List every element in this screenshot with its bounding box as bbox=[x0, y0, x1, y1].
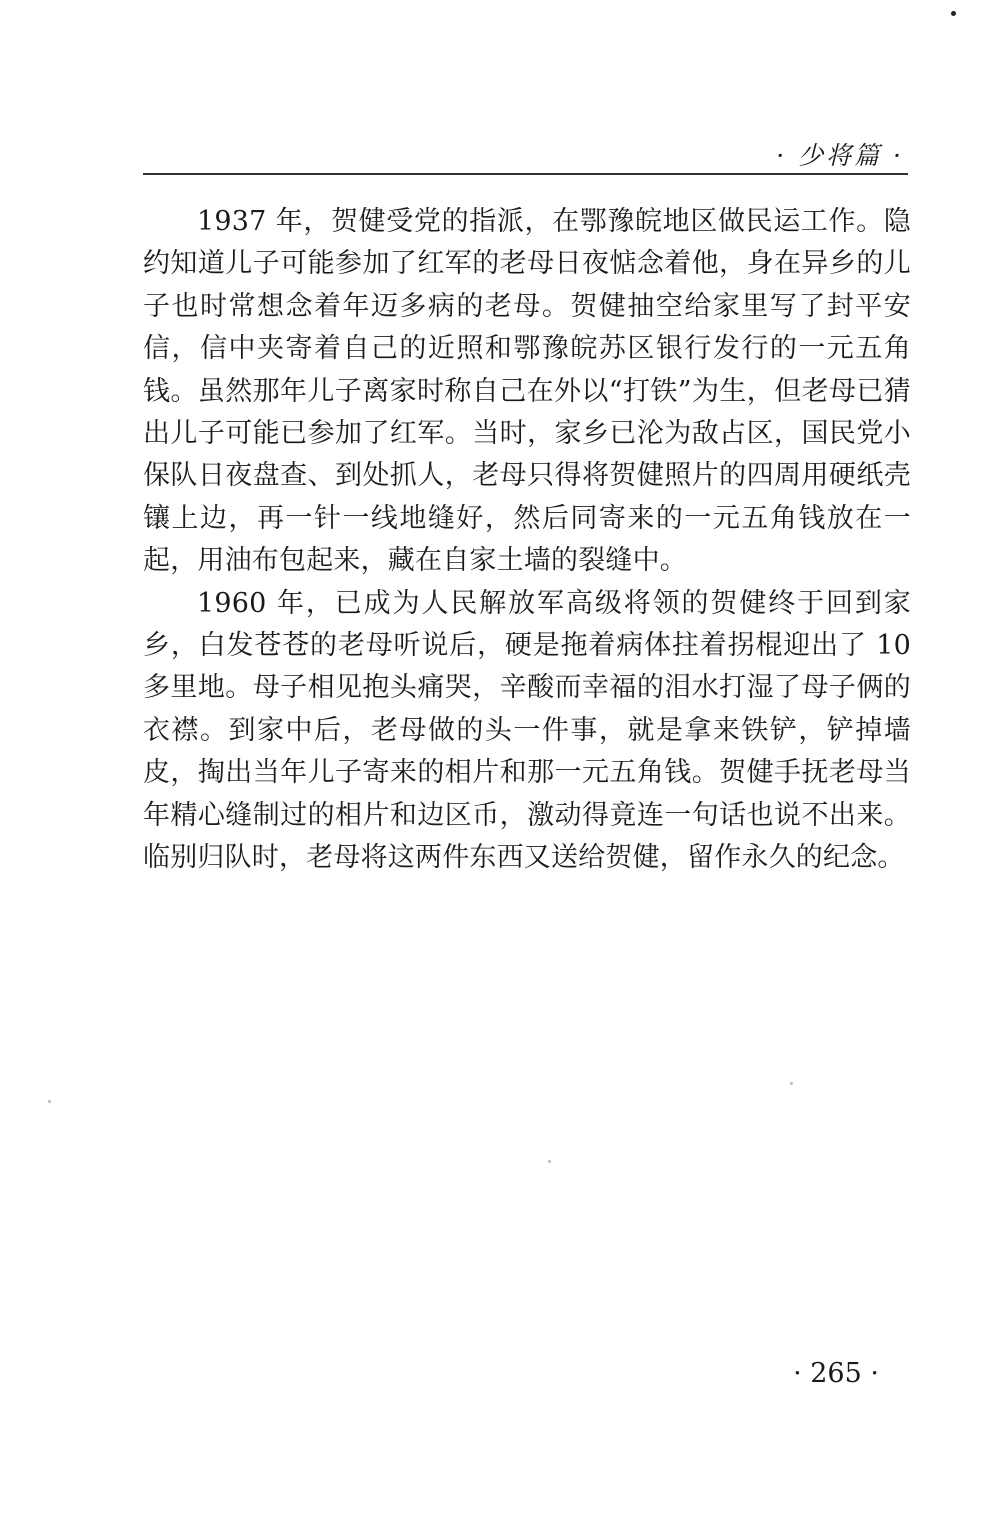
body-text bbox=[143, 201, 911, 880]
paragraph-1: 1937 年，贺健受党的指派，在鄂豫皖地区做民运工作。隐约知道儿子可能参加了红军的老母日夜惦念着他，身在异乡的儿子也时常想念着年迈多病的老母。贺健抽空给家里写了封平安信，信中夹寄着自己的近照和鄂豫皖苏区银行发行的一元五角钱。虽然那年儿子离家时称自己在外以“打铁”为生，但老母已猜出儿子可能已参加了红军。当时，家乡已沦为敌占区，国民党小保队日夜盘查、到处抓人，老母只得将贺健照片的四周用硬纸壳镶上边，再一针一线地缝好，然后同寄来的一元五角钱放在一起，用油布包起来，藏在自家土墙的裂缝中。 bbox=[143, 206, 911, 577]
scan-mark bbox=[951, 11, 956, 16]
scan-speck bbox=[790, 1082, 793, 1085]
running-header-title: · 少将篇 · bbox=[776, 141, 904, 170]
running-header bbox=[143, 133, 908, 175]
paragraph-2: 1960 年，已成为人民解放军高级将领的贺健终于回到家乡，白发苍苍的老母听说后，硬是拖着病体拄着拐棍迎出了 10 多里地。母子相见抱头痛哭，辛酸而幸福的泪水打湿了母子俩的衣襟。到家中后，老母做的头一件事，就是拿来铁铲，铲掉墙皮，掏出当年儿子寄来的相片和那一元五角钱。贺健手抚老母当年精心缝制过的相片和边区币，激动得竟连一句话也说不出来。临别归队时，老母将这两件东西又送给贺健，留作永久的纪念。 bbox=[143, 587, 911, 874]
scan-speck bbox=[48, 1100, 51, 1103]
page-number: · 265 · bbox=[793, 1358, 879, 1389]
scan-speck bbox=[548, 1160, 551, 1163]
